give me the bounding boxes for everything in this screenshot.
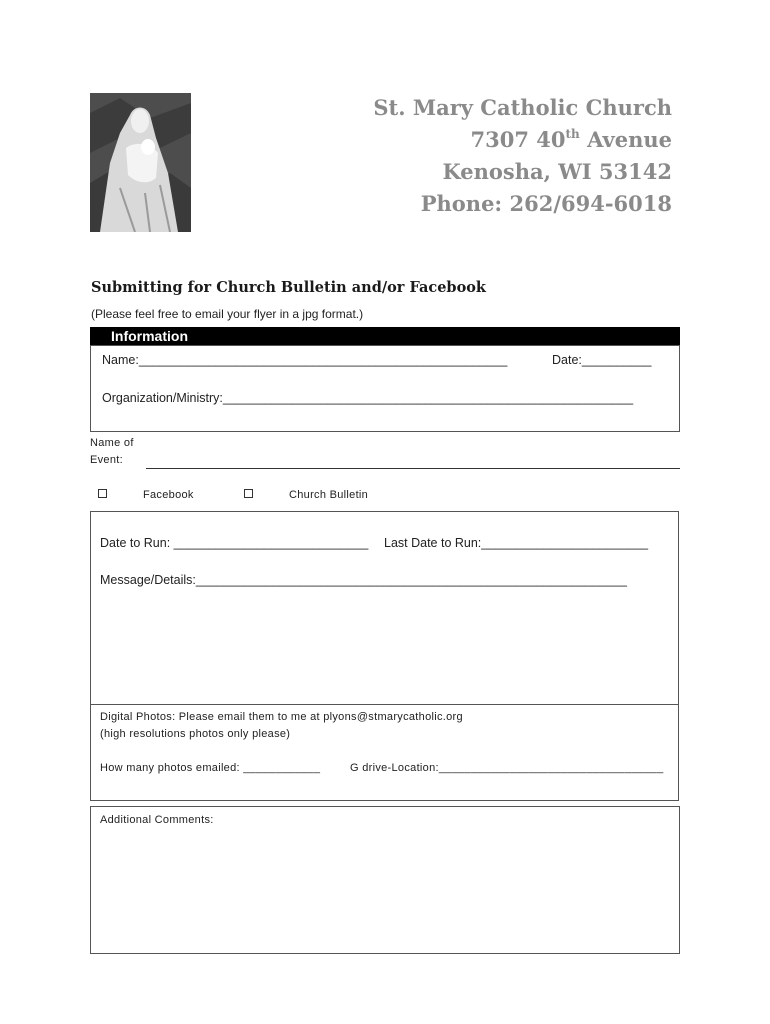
facebook-label: Facebook: [143, 489, 194, 501]
gdrive-location-field[interactable]: G drive-Location:___________________________________: [350, 762, 664, 774]
date-to-run-field[interactable]: Date to Run: ____________________________: [100, 536, 369, 550]
digital-photos-instructions: Digital Photos: Please email them to me at plyons@stmarycatholic.org: [100, 711, 463, 723]
event-name-field[interactable]: [146, 468, 680, 469]
form-title: Submitting for Church Bulletin and/or Facebook: [91, 279, 486, 296]
church-address: 7307 40th Avenue: [470, 127, 672, 152]
madonna-statue-photo: [90, 93, 191, 232]
information-heading: Information: [90, 327, 680, 346]
facebook-checkbox[interactable]: [98, 489, 107, 498]
photos-count-field[interactable]: How many photos emailed: ____________: [100, 762, 321, 774]
church-bulletin-checkbox[interactable]: [244, 489, 253, 498]
event-label-line1: Name of: [90, 437, 134, 449]
statue-image-icon: [90, 93, 191, 232]
additional-comments-label: Additional Comments:: [100, 814, 214, 826]
digital-photos-note: (high resolutions photos only please): [100, 728, 291, 740]
date-field[interactable]: Date:__________: [552, 353, 652, 367]
church-bulletin-label: Church Bulletin: [289, 489, 369, 501]
additional-comments-box[interactable]: [90, 806, 680, 954]
form-subtitle: (Please feel free to email your flyer in a jpg format.): [91, 307, 364, 321]
event-label-line2: Event:: [90, 454, 123, 466]
name-field[interactable]: Name:_____________________________________________________: [102, 353, 508, 367]
church-header: [373, 92, 672, 220]
church-city: Kenosha, WI 53142: [442, 159, 672, 184]
church-name: St. Mary Catholic Church: [373, 95, 672, 120]
message-details-field[interactable]: Message/Details:______________________________________________________________: [100, 573, 627, 587]
last-date-to-run-field[interactable]: Last Date to Run:________________________: [384, 536, 649, 550]
church-phone: Phone: 262/694-6018: [420, 191, 672, 216]
organization-field[interactable]: Organization/Ministry:___________________________________________________________: [102, 391, 634, 405]
